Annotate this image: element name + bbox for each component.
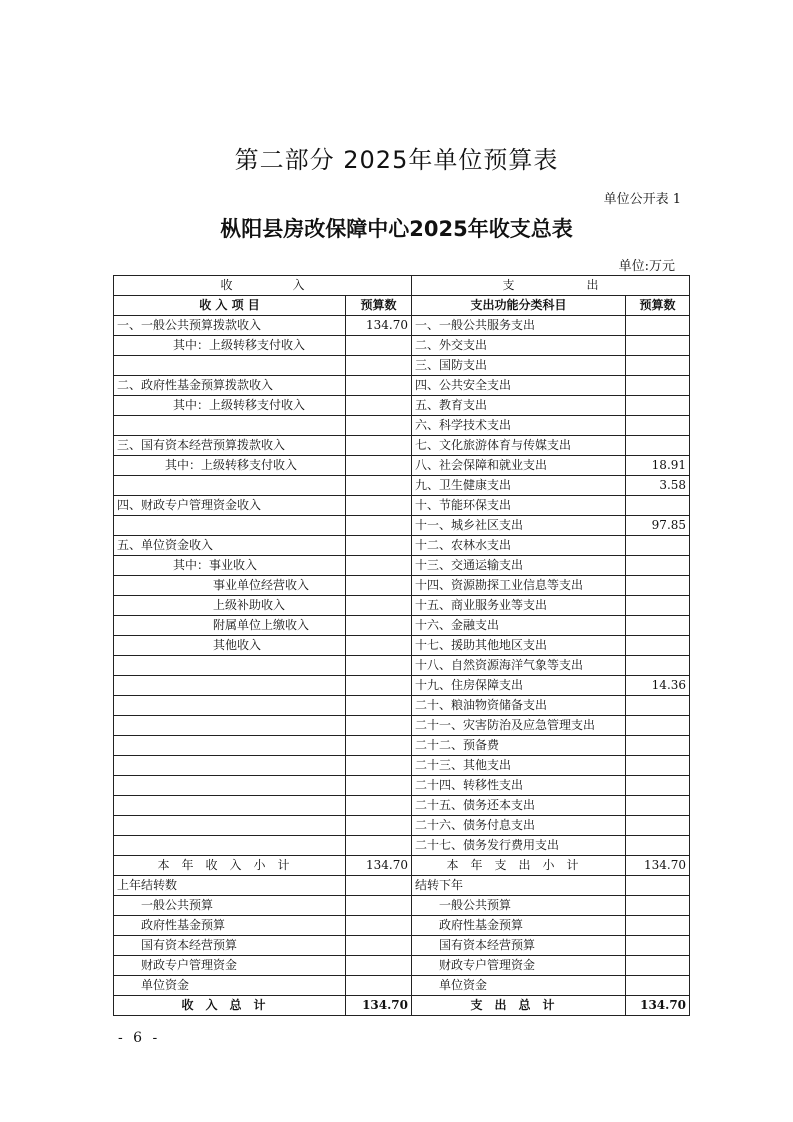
expense-item-cell: 二十三、其他支出 (412, 756, 626, 776)
income-amount-cell (346, 616, 412, 636)
income-item-cell: 事业单位经营收入 (114, 576, 346, 596)
expense-amount-cell (626, 556, 690, 576)
income-amount-cell (346, 816, 412, 836)
table-row (114, 416, 690, 436)
income-amount-cell (346, 836, 412, 856)
expense-item-cell: 十三、交通运输支出 (412, 556, 626, 576)
expense-carry-item: 单位资金 (412, 976, 626, 996)
expense-amount-cell (626, 576, 690, 596)
income-total-amount: 134.70 (346, 996, 412, 1016)
expense-carry-amount (626, 896, 690, 916)
carry-row (114, 876, 690, 896)
expense-amount-cell: 3.58 (626, 476, 690, 496)
expense-carry-amount (626, 876, 690, 896)
income-carry-amount (346, 976, 412, 996)
expense-amount-cell (626, 316, 690, 336)
table-row (114, 536, 690, 556)
carry-row (114, 896, 690, 916)
income-amount-cell (346, 476, 412, 496)
income-item-cell: 附属单位上缴收入 (114, 616, 346, 636)
expense-subtotal-amount: 134.70 (626, 856, 690, 876)
expense-item-cell: 十七、援助其他地区支出 (412, 636, 626, 656)
page-number: - 6 - (118, 1030, 161, 1046)
table-row (114, 476, 690, 496)
income-item-header: 收 入 项 目 (114, 296, 346, 316)
income-group-header: 收 入 (114, 276, 412, 296)
table-row (114, 756, 690, 776)
table-row (114, 496, 690, 516)
expense-carry-item: 一般公共预算 (412, 896, 626, 916)
expense-amount-cell (626, 756, 690, 776)
expense-item-cell: 六、科学技术支出 (412, 416, 626, 436)
income-item-cell (114, 796, 346, 816)
income-item-cell: 其中：事业收入 (114, 556, 346, 576)
table-row (114, 516, 690, 536)
table-row (114, 356, 690, 376)
expense-amount-cell (626, 596, 690, 616)
expense-item-cell: 二、外交支出 (412, 336, 626, 356)
column-header-row (114, 296, 690, 316)
income-amount-cell (346, 696, 412, 716)
income-item-cell (114, 756, 346, 776)
income-carry-amount (346, 916, 412, 936)
income-amount-cell (346, 776, 412, 796)
income-item-cell: 四、财政专户管理资金收入 (114, 496, 346, 516)
table-row (114, 436, 690, 456)
expense-carry-amount (626, 936, 690, 956)
table-body (114, 316, 690, 856)
table-row (114, 676, 690, 696)
income-carry-item: 一般公共预算 (114, 896, 346, 916)
expense-amount-cell (626, 396, 690, 416)
expense-item-cell: 十二、农林水支出 (412, 536, 626, 556)
income-amount-cell (346, 576, 412, 596)
income-amount-cell (346, 656, 412, 676)
subtotal-row (114, 856, 690, 876)
income-item-cell: 其他收入 (114, 636, 346, 656)
expense-item-cell: 三、国防支出 (412, 356, 626, 376)
expense-item-cell: 二十二、预备费 (412, 736, 626, 756)
income-item-cell (114, 816, 346, 836)
table-row (114, 656, 690, 676)
expense-carry-amount (626, 956, 690, 976)
income-item-cell (114, 776, 346, 796)
expense-item-cell: 十一、城乡社区支出 (412, 516, 626, 536)
total-section (114, 996, 690, 1016)
income-item-cell (114, 696, 346, 716)
expense-carry-item: 国有资本经营预算 (412, 936, 626, 956)
expense-item-cell: 十四、资源勘探工业信息等支出 (412, 576, 626, 596)
expense-total-label: 支出总计 (412, 996, 626, 1016)
table-row (114, 696, 690, 716)
income-amount-cell (346, 536, 412, 556)
income-item-cell (114, 516, 346, 536)
income-subtotal-amount: 134.70 (346, 856, 412, 876)
income-amount-cell (346, 396, 412, 416)
expense-item-cell: 一、一般公共服务支出 (412, 316, 626, 336)
income-total-label: 收入总计 (114, 996, 346, 1016)
unit-label: 单位:万元 (618, 259, 675, 274)
carry-row (114, 936, 690, 956)
expense-amount-cell (626, 496, 690, 516)
income-amount-cell (346, 436, 412, 456)
income-carry-amount (346, 896, 412, 916)
expense-item-cell: 五、教育支出 (412, 396, 626, 416)
income-carry-item: 单位资金 (114, 976, 346, 996)
expense-amount-cell (626, 636, 690, 656)
income-item-cell: 三、国有资本经营预算拨款收入 (114, 436, 346, 456)
expense-total-amount: 134.70 (626, 996, 690, 1016)
table-row (114, 396, 690, 416)
expense-item-cell: 十、节能环保支出 (412, 496, 626, 516)
expense-amount-cell (626, 356, 690, 376)
expense-amount-cell (626, 836, 690, 856)
income-item-cell: 其中：上级转移支付收入 (114, 336, 346, 356)
income-item-cell (114, 716, 346, 736)
expense-group-header: 支 出 (412, 276, 690, 296)
income-item-cell (114, 676, 346, 696)
table-row (114, 776, 690, 796)
table-row (114, 616, 690, 636)
table-row (114, 716, 690, 736)
income-amount-cell (346, 596, 412, 616)
income-carry-amount (346, 956, 412, 976)
expense-item-cell: 八、社会保障和就业支出 (412, 456, 626, 476)
main-title: 枞阳县房改保障中心2025年收支总表 (220, 217, 573, 241)
income-item-cell (114, 656, 346, 676)
table-row (114, 736, 690, 756)
income-amount-cell: 134.70 (346, 316, 412, 336)
income-carry-item: 政府性基金预算 (114, 916, 346, 936)
income-carry-item: 国有资本经营预算 (114, 936, 346, 956)
total-row (114, 996, 690, 1016)
table-number: 单位公开表 1 (603, 192, 681, 207)
income-item-cell (114, 356, 346, 376)
expense-item-cell: 二十五、债务还本支出 (412, 796, 626, 816)
expense-carry-item: 政府性基金预算 (412, 916, 626, 936)
table-row (114, 796, 690, 816)
income-amount-cell (346, 376, 412, 396)
income-amount-cell (346, 556, 412, 576)
table-row (114, 816, 690, 836)
expense-amount-cell (626, 776, 690, 796)
expense-item-header: 支出功能分类科目 (412, 296, 626, 316)
expense-item-cell: 十九、住房保障支出 (412, 676, 626, 696)
expense-amount-cell (626, 436, 690, 456)
expense-amount-cell (626, 536, 690, 556)
carry-row (114, 916, 690, 936)
income-carry-amount (346, 876, 412, 896)
table-row (114, 316, 690, 336)
income-amount-cell (346, 456, 412, 476)
income-item-cell (114, 416, 346, 436)
expense-item-cell: 二十七、债务发行费用支出 (412, 836, 626, 856)
expense-amount-header: 预算数 (626, 296, 690, 316)
income-amount-header: 预算数 (346, 296, 412, 316)
income-item-cell: 其中：上级转移支付收入 (114, 456, 346, 476)
expense-subtotal-label: 本年支出小计 (412, 856, 626, 876)
income-amount-cell (346, 636, 412, 656)
expense-carry-item: 财政专户管理资金 (412, 956, 626, 976)
expense-item-cell: 二十、粮油物资储备支出 (412, 696, 626, 716)
expense-item-cell: 七、文化旅游体育与传媒支出 (412, 436, 626, 456)
income-amount-cell (346, 516, 412, 536)
income-carry-item: 财政专户管理资金 (114, 956, 346, 976)
carry-row (114, 956, 690, 976)
expense-amount-cell: 18.91 (626, 456, 690, 476)
expense-item-cell: 二十六、债务付息支出 (412, 816, 626, 836)
table-row (114, 456, 690, 476)
income-subtotal-label: 本年收入小计 (114, 856, 346, 876)
income-item-cell (114, 836, 346, 856)
expense-amount-cell (626, 656, 690, 676)
expense-item-cell: 十六、金融支出 (412, 616, 626, 636)
expense-amount-cell (626, 716, 690, 736)
table-row (114, 836, 690, 856)
income-item-cell (114, 736, 346, 756)
income-carry-item: 上年结转数 (114, 876, 346, 896)
expense-item-cell: 九、卫生健康支出 (412, 476, 626, 496)
income-carry-amount (346, 936, 412, 956)
expense-item-cell: 十八、自然资源海洋气象等支出 (412, 656, 626, 676)
expense-item-cell: 十五、商业服务业等支出 (412, 596, 626, 616)
income-amount-cell (346, 416, 412, 436)
expense-amount-cell (626, 816, 690, 836)
expense-item-cell: 二十一、灾害防治及应急管理支出 (412, 716, 626, 736)
table-row (114, 376, 690, 396)
expense-carry-amount (626, 916, 690, 936)
income-amount-cell (346, 356, 412, 376)
expense-item-cell: 二十四、转移性支出 (412, 776, 626, 796)
expense-amount-cell (626, 616, 690, 636)
table-row (114, 596, 690, 616)
summary-section (114, 856, 690, 876)
table-row (114, 336, 690, 356)
expense-amount-cell: 97.85 (626, 516, 690, 536)
income-item-cell: 上级补助收入 (114, 596, 346, 616)
carry-section (114, 876, 690, 996)
income-item-cell: 一、一般公共预算拨款收入 (114, 316, 346, 336)
income-amount-cell (346, 336, 412, 356)
income-amount-cell (346, 756, 412, 776)
expense-amount-cell: 14.36 (626, 676, 690, 696)
expense-amount-cell (626, 336, 690, 356)
income-item-cell (114, 476, 346, 496)
expense-amount-cell (626, 736, 690, 756)
expense-amount-cell (626, 416, 690, 436)
income-amount-cell (346, 736, 412, 756)
income-item-cell: 五、单位资金收入 (114, 536, 346, 556)
income-item-cell: 其中：上级转移支付收入 (114, 396, 346, 416)
income-amount-cell (346, 716, 412, 736)
carry-row (114, 976, 690, 996)
income-item-cell: 二、政府性基金预算拨款收入 (114, 376, 346, 396)
budget-summary-table (113, 275, 690, 1016)
part-title: 第二部分 2025年单位预算表 (234, 146, 559, 174)
group-header-row (114, 276, 690, 296)
expense-amount-cell (626, 796, 690, 816)
expense-amount-cell (626, 376, 690, 396)
table-row (114, 556, 690, 576)
income-amount-cell (346, 496, 412, 516)
expense-carry-amount (626, 976, 690, 996)
table-row (114, 576, 690, 596)
expense-carry-item: 结转下年 (412, 876, 626, 896)
income-amount-cell (346, 676, 412, 696)
table-row (114, 636, 690, 656)
expense-amount-cell (626, 696, 690, 716)
expense-item-cell: 四、公共安全支出 (412, 376, 626, 396)
income-amount-cell (346, 796, 412, 816)
